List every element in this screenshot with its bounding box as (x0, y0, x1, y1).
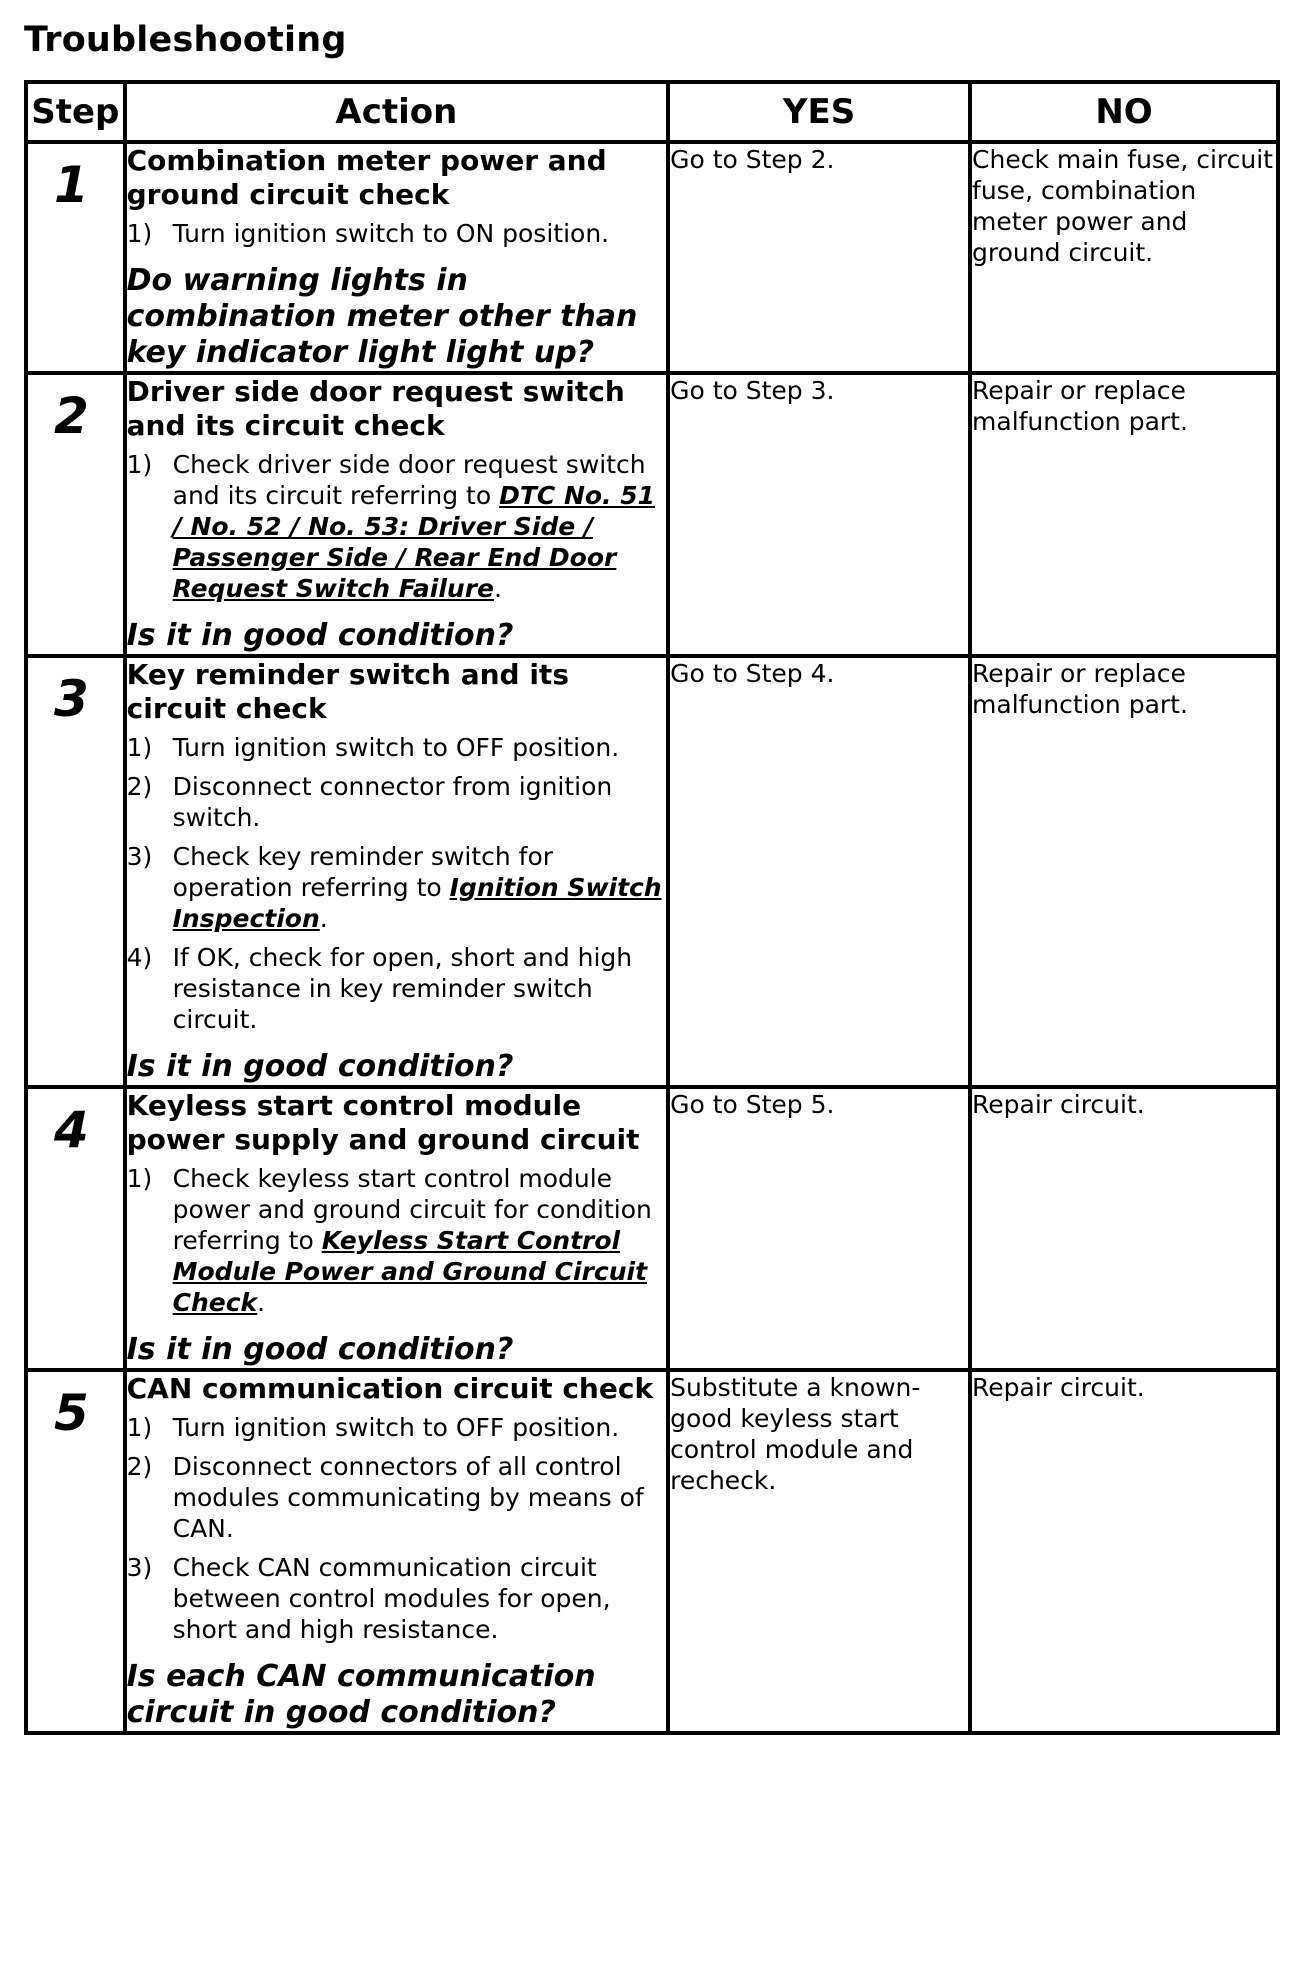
action-cell (125, 656, 668, 1087)
step-cell (26, 142, 125, 373)
header-action: Action (125, 82, 668, 142)
action-step-text: Check keyless start control module power and ground circuit for condition referring to (172, 1164, 652, 1255)
no-cell: Repair or replace malfunction part. (970, 373, 1278, 656)
no-cell: Repair circuit. (970, 1370, 1278, 1733)
action-step-text: . (257, 1288, 266, 1317)
action-steps-list (127, 1412, 666, 1645)
action-step-item (127, 1552, 666, 1645)
action-step-text: Check driver side door request switch and its circuit referring to (172, 450, 646, 510)
action-question: Is each CAN communication circuit in good condition? (126, 1659, 596, 1730)
action-step-text: . (494, 574, 502, 603)
action-question: Do warning lights in combination meter other than key indicator light light up? (126, 263, 638, 370)
action-cell (125, 1370, 668, 1733)
action-title: Combination meter power and ground circuit check (126, 144, 607, 211)
action-step-text: Check CAN communication circuit between control modules for open, short and high resistance. (172, 1553, 611, 1644)
header-step: Step (26, 82, 125, 142)
action-step-item (127, 1451, 666, 1544)
step-cell (26, 373, 125, 656)
action-step-item (127, 449, 666, 604)
action-question: Is it in good condition? (126, 618, 514, 653)
action-step-item (127, 841, 666, 934)
reference-link[interactable]: Keyless Start Control Module Power and Ground Circuit Check (172, 1226, 648, 1317)
no-cell: Repair circuit. (970, 1087, 1278, 1370)
step-number: 1 (54, 156, 89, 214)
action-step-number: 1) (126, 219, 153, 248)
no-cell: Repair or replace malfunction part. (970, 656, 1278, 1087)
step-number: 4 (54, 1101, 89, 1159)
action-step-item (127, 1163, 666, 1318)
action-step-item (127, 218, 666, 249)
action-step-text: . (319, 904, 328, 933)
header-row (26, 82, 1278, 142)
action-step-number: 1) (126, 1413, 153, 1442)
step-number: 5 (54, 1384, 89, 1442)
yes-cell: Go to Step 2. (668, 142, 970, 373)
action-step-number: 3) (126, 842, 153, 871)
action-step-text: Check key reminder switch for operation referring to (172, 842, 554, 902)
action-step-text: Disconnect connector from ignition switch. (172, 772, 613, 832)
action-steps-list (127, 449, 666, 604)
table-row (26, 373, 1278, 656)
header-no: NO (970, 82, 1278, 142)
reference-link[interactable]: DTC No. 51 / No. 52 / No. 53: Driver Side / Passenger Side / Rear End Door Request Switch Failure (172, 481, 656, 603)
action-step-number: 1) (126, 1164, 153, 1193)
action-step-number: 1) (126, 733, 153, 762)
yes-cell: Go to Step 5. (668, 1087, 970, 1370)
step-cell (26, 1370, 125, 1733)
step-cell (26, 1087, 125, 1370)
action-cell (125, 142, 668, 373)
action-step-text: Turn ignition switch to OFF position. (172, 1413, 620, 1442)
header-yes: YES (668, 82, 970, 142)
action-steps-list (127, 218, 666, 249)
action-step-item (127, 1412, 666, 1443)
table-body (26, 142, 1278, 1733)
action-step-item (127, 942, 666, 1035)
action-steps-list (127, 732, 666, 1035)
action-step-item (127, 732, 666, 763)
step-number: 3 (54, 670, 89, 728)
action-step-number: 2) (126, 772, 153, 801)
page-title: Troubleshooting (24, 20, 347, 60)
action-cell (125, 373, 668, 656)
action-title: CAN communication circuit check (126, 1372, 654, 1405)
action-step-number: 4) (126, 943, 153, 972)
yes-cell: Go to Step 4. (668, 656, 970, 1087)
action-title: Driver side door request switch and its circuit check (126, 375, 625, 442)
action-step-text: If OK, check for open, short and high resistance in key reminder switch circuit. (172, 943, 633, 1034)
table-row (26, 1370, 1278, 1733)
action-steps-list (127, 1163, 666, 1318)
action-step-text: Disconnect connectors of all control modules communicating by means of CAN. (172, 1452, 644, 1543)
action-question: Is it in good condition? (126, 1332, 514, 1367)
reference-link[interactable]: Ignition Switch Inspection (172, 873, 662, 933)
action-question: Is it in good condition? (126, 1049, 514, 1084)
action-step-text: Turn ignition switch to OFF position. (172, 733, 620, 762)
yes-cell: Substitute a known-good keyless start control module and recheck. (668, 1370, 970, 1733)
troubleshooting-table (24, 80, 1280, 1735)
table-row (26, 656, 1278, 1087)
action-step-number: 2) (126, 1452, 153, 1481)
action-step-text: Turn ignition switch to ON position. (172, 219, 610, 248)
yes-cell: Go to Step 3. (668, 373, 970, 656)
table-header (26, 82, 1278, 142)
no-cell: Check main fuse, circuit fuse, combination meter power and ground circuit. (970, 142, 1278, 373)
action-step-item (127, 771, 666, 833)
action-title: Keyless start control module power supply and ground circuit (126, 1089, 640, 1156)
table-row (26, 1087, 1278, 1370)
action-title: Key reminder switch and its circuit check (126, 658, 569, 725)
table-row (26, 142, 1278, 373)
action-step-number: 1) (126, 450, 153, 479)
action-cell (125, 1087, 668, 1370)
action-step-number: 3) (126, 1553, 153, 1582)
step-number: 2 (54, 387, 89, 445)
step-cell (26, 656, 125, 1087)
